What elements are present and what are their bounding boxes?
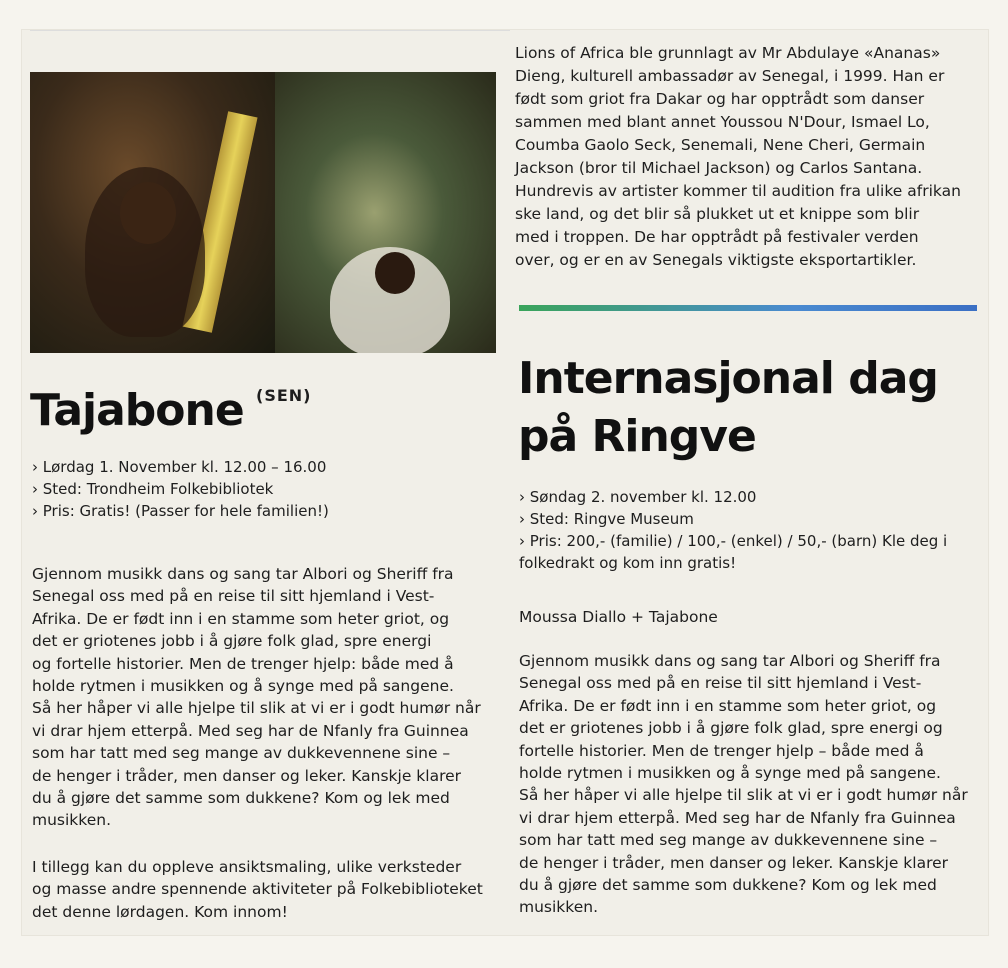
left-body-line: Gjennom musikk dans og sang tar Albori og Sheriff fra <box>32 565 454 583</box>
right-performers: Moussa Diallo + Tajabone <box>519 608 718 626</box>
left-body-line: musikken. <box>32 811 111 830</box>
right-intro-line: Lions of Africa ble grunnlagt av Mr Abdulaye «Ananas» <box>515 44 941 62</box>
right-body-line: de henger i tråder, men danser og leker. Kanskje klarer <box>519 853 949 872</box>
right-intro-line: Coumba Gaolo Seck, Senemali, Nene Cheri, Germain <box>515 136 926 154</box>
drummer-head <box>375 252 415 294</box>
right-body-line: Senegal oss med på en reise til sitt hjemland i Vest- <box>519 674 922 693</box>
left-body-line: Afrika. De er født inn i en stamme som heter griot, og <box>32 609 450 628</box>
left-info-place: › Sted: Trondheim Folkebibliotek <box>32 480 274 498</box>
right-body-line: det er griotenes jobb i å gjøre folk glad, spre energi og <box>519 719 943 738</box>
left-body-line: Senegal oss med på en reise til sitt hjemland i Vest- <box>32 587 435 606</box>
right-info-date: › Søndag 2. november kl. 12.00 <box>519 488 757 506</box>
right-intro-line: Dieng, kulturell ambassadør av Senegal, i 1999. Han er <box>515 67 945 85</box>
right-body-line: Gjennom musikk dans og sang tar Albori og Sheriff fra <box>519 652 941 670</box>
left-body-line: du å gjøre det samme som dukkene? Kom og lek med <box>32 789 450 808</box>
right-intro-line: sammen med blant annet Youssou N'Dour, Ismael Lo, <box>515 113 930 131</box>
right-body <box>519 650 968 919</box>
right-body-line: du å gjøre det samme som dukkene? Kom og lek med <box>519 876 937 895</box>
right-info-price: › Pris: 200,- (familie) / 100,- (enkel) / 50,- (barn) Kle deg i <box>519 532 948 550</box>
left-body-line: de henger i tråder, men danser og leker. Kanskje klarer <box>32 766 462 785</box>
right-body-line: Afrika. De er født inn i en stamme som heter griot, og <box>519 696 937 715</box>
right-intro-line: født som griot fra Dakar og har opptrådt som danser <box>515 90 925 108</box>
right-info-price-cont: folkedrakt og kom inn gratis! <box>519 554 737 572</box>
left-body <box>32 563 481 832</box>
bleed-through-text <box>30 30 510 51</box>
left-body-line: holde rytmen i musikken og å synge med på sangene. <box>32 677 454 696</box>
right-body-line: vi drar hjem etterpå. Med seg har de Nfanly fra Guinnea <box>519 808 956 827</box>
right-intro-line: over, og er en av Senegals viktigste eksportartikler. <box>515 251 917 269</box>
left-body-extra <box>32 856 483 923</box>
right-body-line: Så her håper vi alle hjelpe til slik at vi er i godt humør når <box>519 786 968 805</box>
right-title-line-1: Internasjonal dag <box>518 353 938 404</box>
left-title: Tajabone <box>30 385 244 436</box>
left-body-extra-line: det denne lørdagen. Kom innom! <box>32 902 288 921</box>
left-body-line: og fortelle historier. Men de trenger hjelp: både med å <box>32 654 454 673</box>
right-event-info <box>519 486 947 574</box>
right-intro <box>515 42 961 272</box>
right-intro-line: Jackson (bror til Michael Jackson) og Carlos Santana. <box>515 159 923 177</box>
right-body-line: holde rytmen i musikken og å synge med på sangene. <box>519 764 941 783</box>
left-body-line: som har tatt med seg mange av dukkevennene sine – <box>32 744 451 763</box>
right-body-line: som har tatt med seg mange av dukkevennene sine – <box>519 831 938 850</box>
left-body-line: det er griotenes jobb i å gjøre folk glad, spre energi <box>32 632 432 651</box>
right-info-place: › Sted: Ringve Museum <box>519 510 694 528</box>
musician-head <box>120 182 176 244</box>
performers-photo <box>30 72 496 353</box>
left-info-date: › Lørdag 1. November kl. 12.00 – 16.00 <box>32 458 327 476</box>
right-body-line: musikken. <box>519 898 598 917</box>
left-body-line: vi drar hjem etterpå. Med seg har de Nfanly fra Guinnea <box>32 721 469 740</box>
left-body-extra-line: og masse andre spennende aktiviteter på Folkebiblioteket <box>32 880 483 899</box>
left-country-tag: (SEN) <box>256 386 312 405</box>
right-intro-line: med i troppen. De har opptrådt på festivaler verden <box>515 228 919 246</box>
right-intro-line: Hundrevis av artister kommer til audition fra ulike afrikan <box>515 182 961 200</box>
left-body-line: Så her håper vi alle hjelpe til slik at vi er i godt humør når <box>32 699 481 718</box>
right-title-line-2: på Ringve <box>518 411 756 462</box>
right-body-line: fortelle historier. Men de trenger hjelp – både med å <box>519 741 924 760</box>
left-event-info <box>32 456 329 522</box>
left-info-price: › Pris: Gratis! (Passer for hele familien!) <box>32 502 329 520</box>
left-body-extra-line: I tillegg kan du oppleve ansiktsmaling, ulike verksteder <box>32 858 462 876</box>
section-divider <box>519 305 977 311</box>
right-intro-line: ske land, og det blir så plukket ut et knippe som blir <box>515 205 920 223</box>
